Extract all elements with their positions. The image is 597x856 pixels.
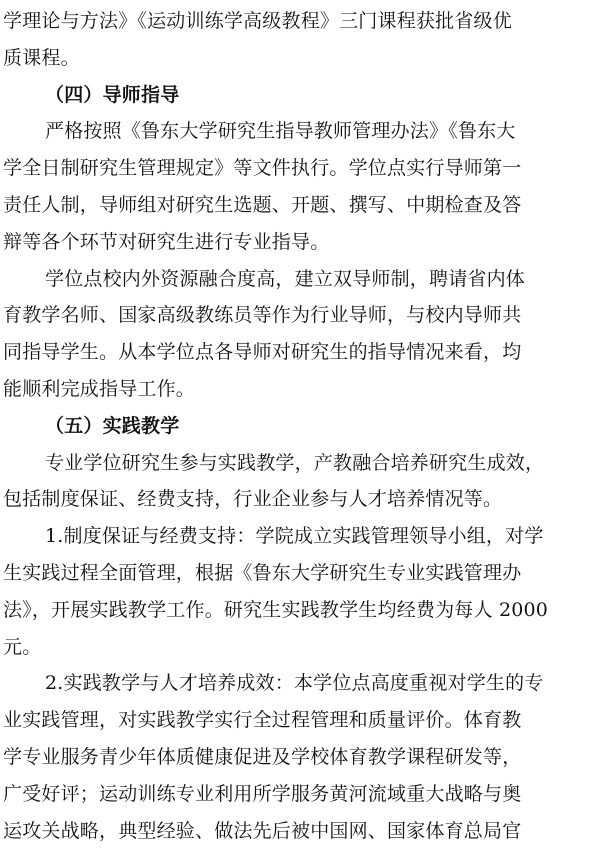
- text-line: 运攻关战略，典型经验、做法先后被中国网、国家体育总局官: [3, 820, 522, 842]
- text-line: 包括制度保证、经费支持，行业企业参与人才培养情况等。: [3, 488, 503, 510]
- text-line: 法》，开展实践教学工作。研究生实践教学生均经费为每人 2000: [3, 599, 549, 621]
- text-line: 严格按照《鲁东大学研究生指导教师管理办法》《鲁东大: [45, 120, 516, 142]
- text-line: 学专业服务青少年体质健康促进及学校体育教学课程研发等，: [3, 746, 522, 768]
- text-line: 学全日制研究生管理规定》等文件执行。学位点实行导师第一: [3, 157, 522, 179]
- section-heading: （四）导师指导: [45, 84, 180, 106]
- text-line: 育教学名师、国家高级教练员等作为行业导师，与校内导师共: [3, 304, 522, 326]
- text-line: 学理论与方法》《运动训练学高级教程》三门课程获批省级优: [3, 10, 512, 32]
- text-line: 生实践过程全面管理，根据《鲁东大学研究生专业实践管理办: [3, 562, 522, 584]
- text-line: 质课程。: [3, 47, 80, 69]
- text-line: 1.制度保证与经费支持：学院成立实践管理领导小组，对学: [45, 525, 544, 547]
- text-line: 广受好评；运动训练专业利用所学服务黄河流域重大战略与奥: [3, 783, 522, 805]
- text-line: 元。: [3, 636, 42, 658]
- text-line: 学位点校内外资源融合度高，建立双导师制，聘请省内体: [45, 268, 526, 290]
- text-line: 专业学位研究生参与实践教学，产教融合培养研究生成效，: [45, 452, 545, 474]
- section-heading: （五）实践教学: [45, 415, 180, 437]
- text-line: 能顺利完成指导工作。: [3, 378, 196, 400]
- text-line: 同指导学生。从本学位点各导师对研究生的指导情况来看，均: [3, 341, 522, 363]
- text-line: 辩等各个环节对研究生进行专业指导。: [3, 231, 330, 253]
- text-line: 2.实践教学与人才培养成效：本学位点高度重视对学生的专: [45, 672, 544, 694]
- text-line: 责任人制，导师组对研究生选题、开题、撰写、中期检查及答: [3, 194, 522, 216]
- text-line: 业实践管理，对实践教学实行全过程管理和质量评价。体育教: [3, 709, 522, 731]
